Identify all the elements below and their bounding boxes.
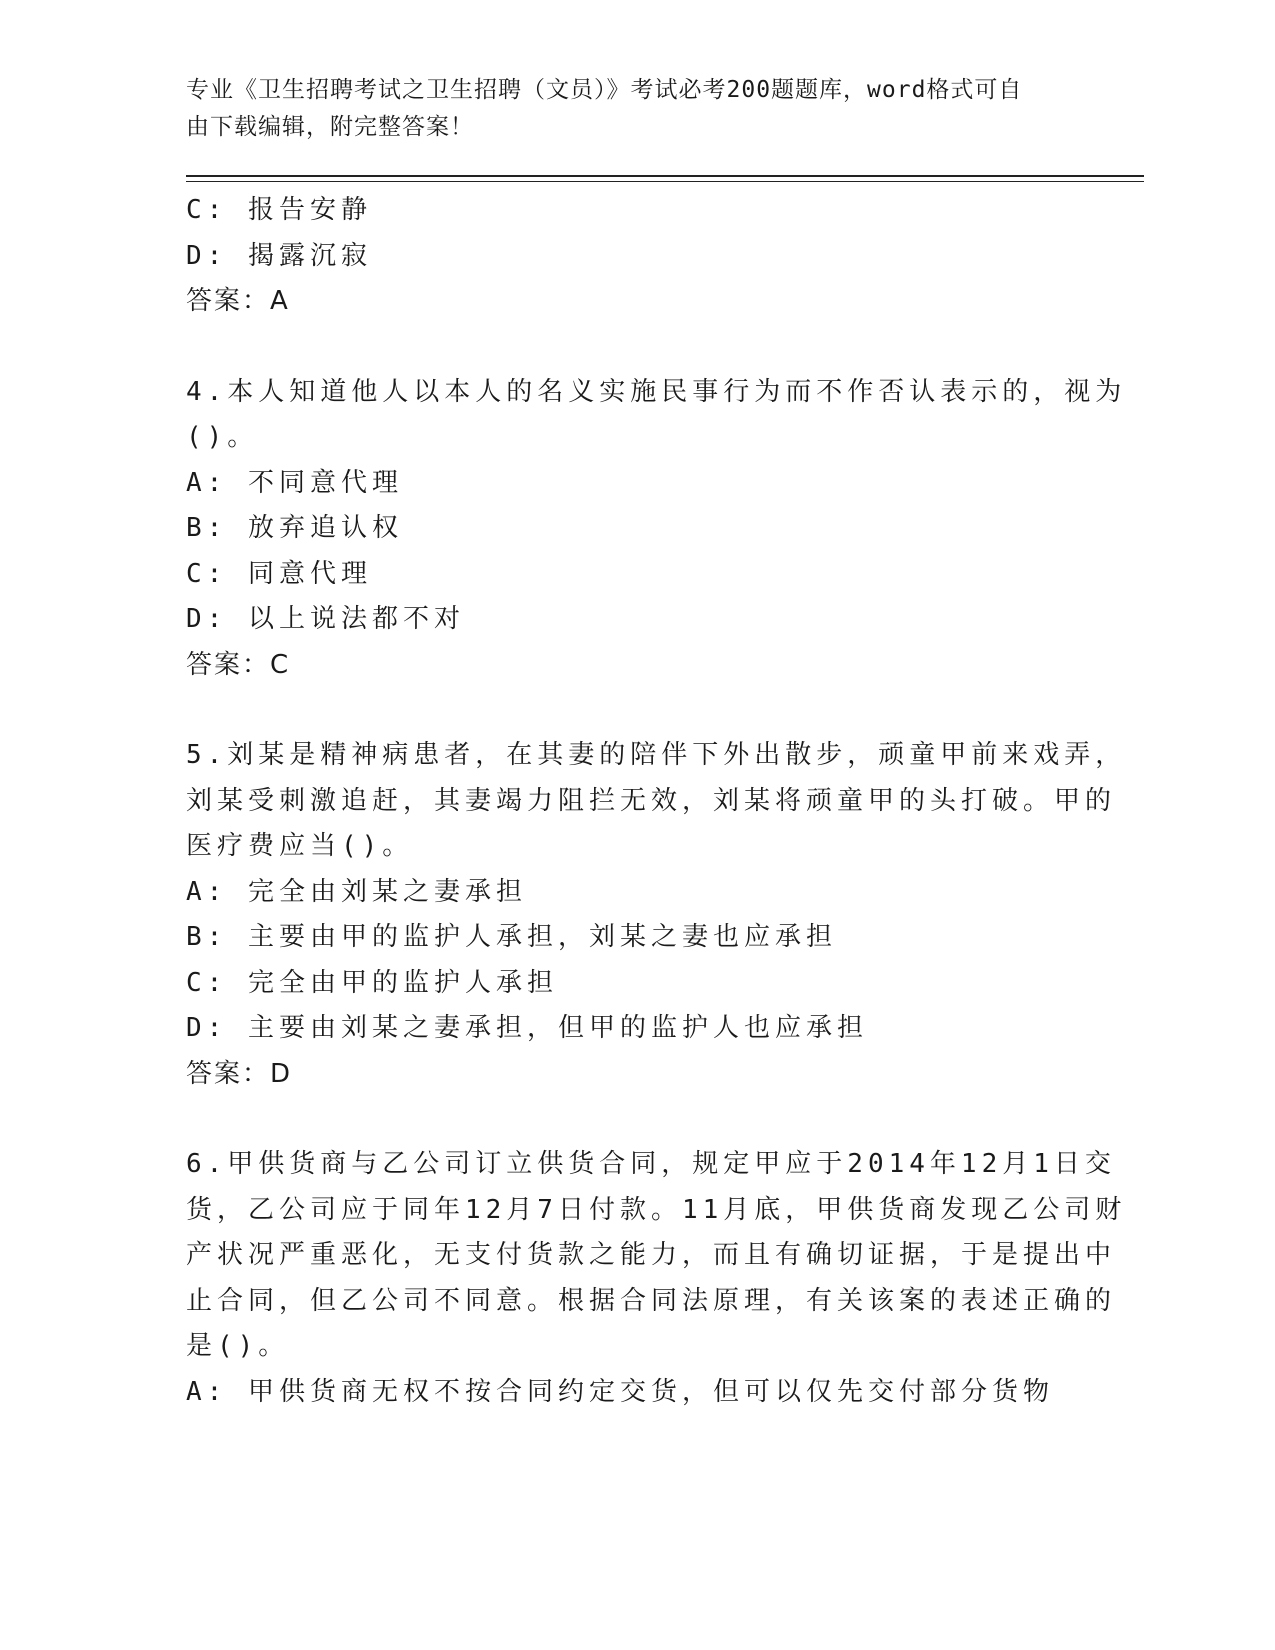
question-stem-line: 是()。 [186,1331,290,1361]
question-stem-line: 止合同，但乙公司不同意。根据合同法原理，有关该案的表述正确的 [186,1285,1117,1316]
option-b: B: 主要由甲的监护人承担，刘某之妻也应承担 [186,922,837,952]
header-line-1: 专业《卫生招聘考试之卫生招聘（文员）》考试必考200题题库，word格式可自 [186,77,1023,103]
question-4 [186,370,1127,689]
option-b: B: 放弃追认权 [186,513,403,543]
answer-line: 答案：A [186,286,290,316]
answer-line: 答案：C [186,649,291,680]
header-divider-thick [186,175,1144,177]
option-c: C: 同意代理 [186,558,372,589]
question-stem-line: 产状况严重恶化，无支付货款之能力，而且有确切证据，于是提出中 [186,1240,1117,1270]
option-a: A: 不同意代理 [186,467,403,498]
option-a: A: 甲供货商无权不按合同约定交货，但可以仅先交付部分货物 [186,1376,1054,1407]
option-d: D: 揭露沉寂 [186,240,372,271]
question-5 [186,733,1127,1097]
question-stem-line: 医疗费应当()。 [186,831,414,861]
header-line-2: 由下载编辑，附完整答案！ [186,114,474,140]
question-3-tail [186,188,1086,325]
question-stem-line: 刘某受刺激追赶，其妻竭力阻拦无效，刘某将顽童甲的头打破。甲的 [186,785,1117,816]
question-stem-line: 4.本人知道他人以本人的名义实施民事行为而不作否认表示的，视为 [186,376,1127,407]
header-divider-thin [186,181,1144,182]
document-body [186,188,1127,1415]
question-6 [186,1142,1127,1415]
option-c: C: 完全由甲的监护人承担 [186,967,558,998]
answer-line: 答案：D [186,1058,293,1089]
option-c: C: 报告安静 [186,195,372,225]
question-stem-line: 货，乙公司应于同年12月7日付款。11月底，甲供货商发现乙公司财 [186,1194,1127,1225]
option-d: D: 主要由刘某之妻承担，但甲的监护人也应承担 [186,1013,868,1043]
question-stem-line: 6.甲供货商与乙公司订立供货合同，规定甲应于2014年12月1日交 [186,1149,1116,1179]
document-header [186,72,1066,146]
question-stem-line: 5.刘某是精神病患者，在其妻的陪伴下外出散步，顽童甲前来戏弄， [186,740,1127,770]
question-stem-line: ()。 [186,422,259,452]
option-a: A: 完全由刘某之妻承担 [186,876,527,907]
option-d: D: 以上说法都不对 [186,604,465,634]
